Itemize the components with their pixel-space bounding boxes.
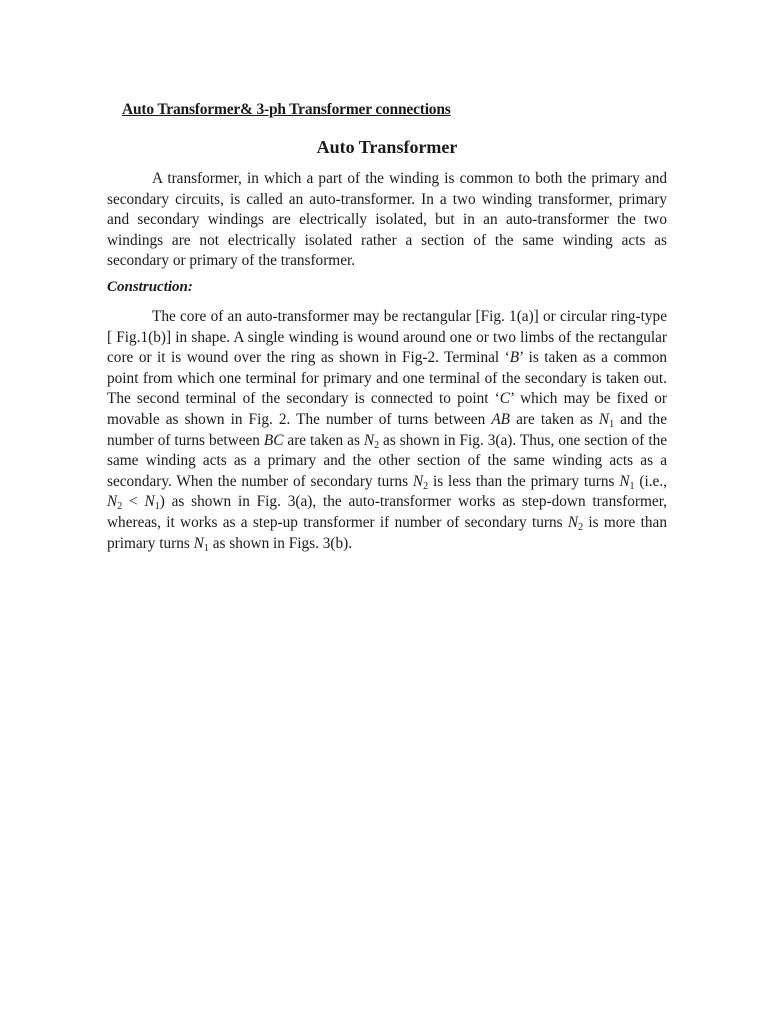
intro-paragraph: A transformer, in which a part of the winding is common to both the primary and secondary circuits, is called an auto-transformer. In a two winding transformer, primary and secondary windings are electrically isolated, but in an auto-transformer the two windings are not electrically isolated rather a section of the same winding acts as secondary or primary of the transformer. (107, 170, 667, 270)
subscript: 1 (154, 501, 160, 513)
math-variable: N (193, 534, 204, 552)
text-run: are taken as (283, 431, 364, 449)
document-header: Auto Transformer& 3-ph Transformer connections (122, 101, 451, 118)
subscript: 1 (609, 418, 615, 430)
construction-heading: Construction: (107, 279, 193, 295)
math-variable: N (567, 513, 579, 531)
page-title-text: Auto Transformer (316, 137, 458, 157)
math-variable: B (509, 349, 520, 367)
math-variable: N (598, 410, 610, 428)
subscript: 1 (203, 542, 209, 554)
subscript: 2 (374, 439, 380, 451)
math-variable: N (144, 493, 155, 511)
text-run: is more than primary turns (107, 513, 667, 552)
subscript: 2 (423, 480, 429, 492)
subscript: 2 (578, 521, 584, 533)
subscript: 1 (629, 480, 635, 492)
text-run: and the number of turns between (107, 410, 667, 449)
subscript: 2 (117, 501, 123, 513)
math-variable: N (107, 493, 118, 511)
text-run: are taken as (510, 410, 599, 428)
math-variable: N (619, 472, 630, 490)
text-run: ) as shown in Fig. 3(a), the auto-transformer works as step-down transformer, whereas, it works as a step-up transformer if number of secondary turns (107, 493, 667, 531)
text-run: The core of an auto-transformer may be rectangular [Fig. 1(a)] or circular ring-type [ Fig.1(b)] in shape. A single winding is wound around one or two limbs of the rectangular core or it is wound over the ring as shown in Fig-2. Terminal ‘ (107, 308, 667, 367)
page-title (0, 137, 768, 158)
text-run: < (122, 493, 145, 511)
text-run: is less than the primary turns (428, 472, 620, 490)
math-variable: BC (263, 431, 284, 449)
text-run: as shown in Fig. 3(a). Thus, one section of the same winding acts as a primary and the other section of the same winding acts as a secondary. When the number of secondary turns (107, 431, 668, 490)
math-variable: C (499, 390, 510, 408)
text-run: as shown in Figs. 3(b). (208, 534, 353, 552)
construction-paragraph (107, 307, 667, 554)
math-variable: AB (491, 410, 511, 428)
text-run: ’ which may be fixed or movable as shown in Fig. 2. The number of turns between (107, 390, 667, 428)
text-run: (i.e., (634, 472, 667, 490)
text-run: ’ is taken as a common point from which one terminal for primary and one terminal of the secondary is taken out. The second terminal of the secondary is connected to point ‘ (107, 349, 667, 408)
math-variable: N (412, 472, 424, 490)
math-variable: N (363, 431, 375, 449)
